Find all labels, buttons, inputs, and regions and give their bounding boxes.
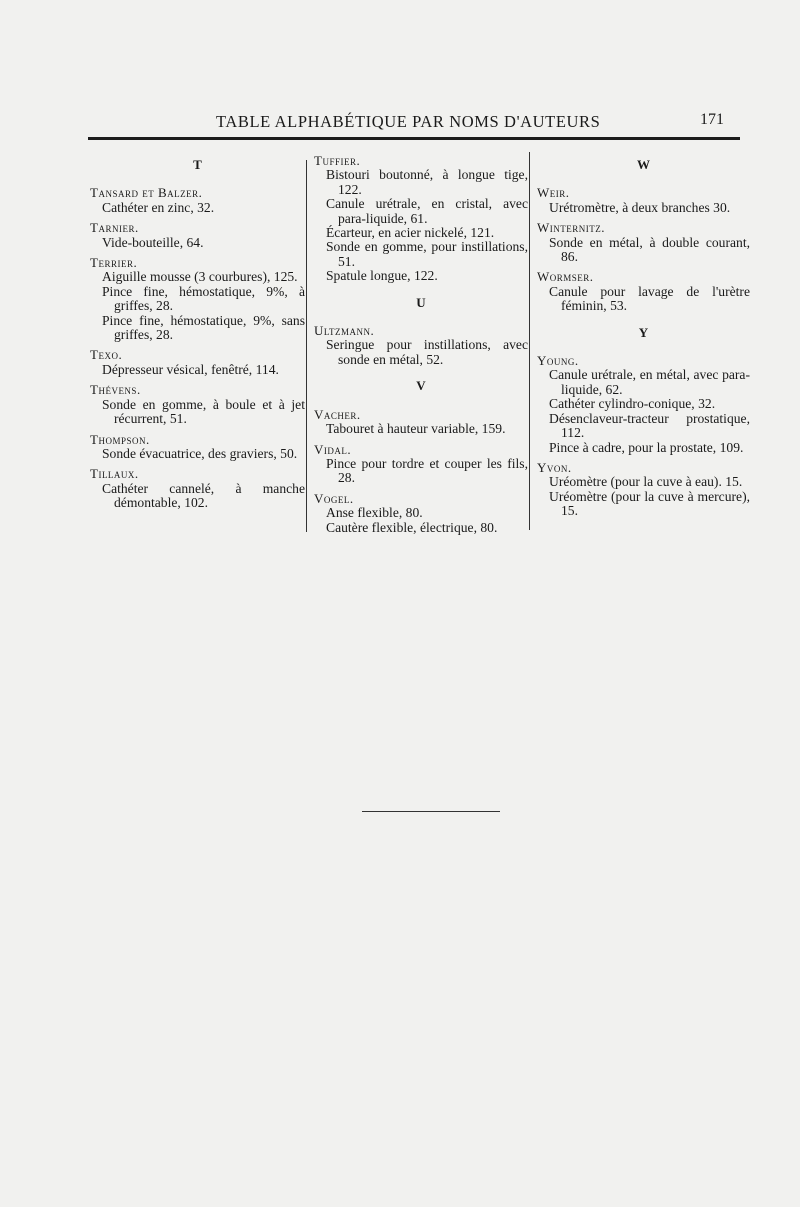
index-entry xyxy=(90,383,305,426)
instrument-item: Vide-bouteille, 64. xyxy=(102,234,204,250)
index-entry xyxy=(90,433,305,462)
column-divider xyxy=(529,152,530,530)
author-name: Terrier. xyxy=(90,255,138,271)
instrument-item: Pince fine, hémostatique, 9%, à griffes, 28. xyxy=(102,283,305,314)
instrument-item: Pince pour tordre et couper les fils, 28. xyxy=(326,455,528,486)
author-name: Yvon. xyxy=(537,459,572,475)
running-title: TABLE ALPHABÉTIQUE PAR NOMS D'AUTEURS xyxy=(216,112,601,131)
instrument-item: Pince fine, hémostatique, 9%, sans griffes, 28. xyxy=(102,312,305,343)
index-entry xyxy=(90,467,305,510)
instrument-item: Tabouret à hauteur variable, 159. xyxy=(326,421,506,437)
instrument-item: Écarteur, en acier nickelé, 121. xyxy=(326,225,495,241)
header-rule xyxy=(88,137,740,140)
index-entry xyxy=(537,221,750,264)
index-entry xyxy=(90,186,305,215)
instrument-item: Urétromètre, à deux branches 30. xyxy=(549,199,731,215)
instrument-item: Cathéter en zinc, 32. xyxy=(102,199,215,215)
index-column-3 xyxy=(537,152,750,525)
author-name: Tarnier. xyxy=(90,220,139,236)
instrument-item: Désenclaveur-tracteur prostatique, 112. xyxy=(549,410,750,441)
index-entry xyxy=(314,443,528,486)
instrument-item: Bistouri boutonné, à longue tige, 122. xyxy=(326,167,528,197)
index-entry xyxy=(90,348,305,377)
author-name: Ultzmann. xyxy=(314,323,375,339)
section-letter: Y xyxy=(638,324,649,340)
author-name: Vidal. xyxy=(314,441,352,457)
index-entry xyxy=(314,492,528,535)
instrument-item: Seringue pour instillations, avec sonde en métal, 52. xyxy=(326,337,528,367)
index-entry xyxy=(90,221,305,250)
closing-rule xyxy=(362,811,500,812)
instrument-item: Uréomètre (pour la cuve à eau). 15. xyxy=(549,474,743,490)
instrument-item: Sonde en gomme, à boule et à jet récurrent, 51. xyxy=(102,396,305,427)
index-entry xyxy=(537,461,750,519)
index-entry xyxy=(537,354,750,455)
author-name: Thompson. xyxy=(90,431,150,447)
instrument-item: Canule urétrale, en métal, avec para-liquide, 62. xyxy=(549,367,750,397)
index-entry xyxy=(537,186,750,215)
author-name: Young. xyxy=(537,353,579,369)
section-letter: W xyxy=(637,157,650,172)
author-name: Tansard et Balzer. xyxy=(90,185,203,201)
instrument-item: Cathéter cylindro-conique, 32. xyxy=(549,396,716,412)
author-name: Wormser. xyxy=(537,269,594,285)
instrument-item: Spatule longue, 122. xyxy=(326,268,438,284)
author-name: Vacher. xyxy=(314,406,361,422)
instrument-item: Dépresseur vésical, fenêtré, 114. xyxy=(102,361,279,377)
author-name: Winternitz. xyxy=(537,220,606,236)
author-name: Weir. xyxy=(537,185,570,201)
author-name: Tuffier. xyxy=(314,153,361,168)
section-letter: V xyxy=(416,378,426,394)
instrument-item: Sonde en métal, à double courant, 86. xyxy=(549,234,750,265)
instrument-item: Canule pour lavage de l'urètre féminin, 53. xyxy=(549,283,750,314)
author-name: Thévens. xyxy=(90,382,141,398)
author-name: Vogel. xyxy=(314,490,354,506)
instrument-item: Aiguille mousse (3 courbures), 125. xyxy=(102,269,298,285)
instrument-item: Anse flexible, 80. xyxy=(326,505,423,521)
instrument-item: Uréomètre (pour la cuve à mercure), 15. xyxy=(549,488,750,519)
instrument-item: Pince à cadre, pour la prostate, 109. xyxy=(549,439,744,455)
instrument-item: Sonde évacuatrice, des graviers, 50. xyxy=(102,445,298,461)
page-number: 171 xyxy=(700,111,724,128)
author-name: Tillaux. xyxy=(90,466,139,482)
instrument-item: Sonde en gomme, pour instillations, 51. xyxy=(326,239,528,269)
column-divider xyxy=(306,160,307,532)
author-name: Texo. xyxy=(90,347,123,363)
section-letter: U xyxy=(416,294,426,310)
index-entry xyxy=(314,154,528,284)
instrument-item: Cathéter cannelé, à manche démontable, 102. xyxy=(102,480,305,511)
index-entry xyxy=(314,324,528,367)
instrument-item: Canule urétrale, en cristal, avec para-liquide, 61. xyxy=(326,196,528,226)
index-entry xyxy=(537,270,750,313)
running-head xyxy=(88,110,740,136)
index-column-1 xyxy=(90,152,305,517)
section-letter: T xyxy=(193,157,202,172)
index-entry xyxy=(314,408,528,437)
index-column-2 xyxy=(314,152,528,541)
index-entry xyxy=(90,256,305,342)
instrument-item: Cautère flexible, électrique, 80. xyxy=(326,519,498,535)
